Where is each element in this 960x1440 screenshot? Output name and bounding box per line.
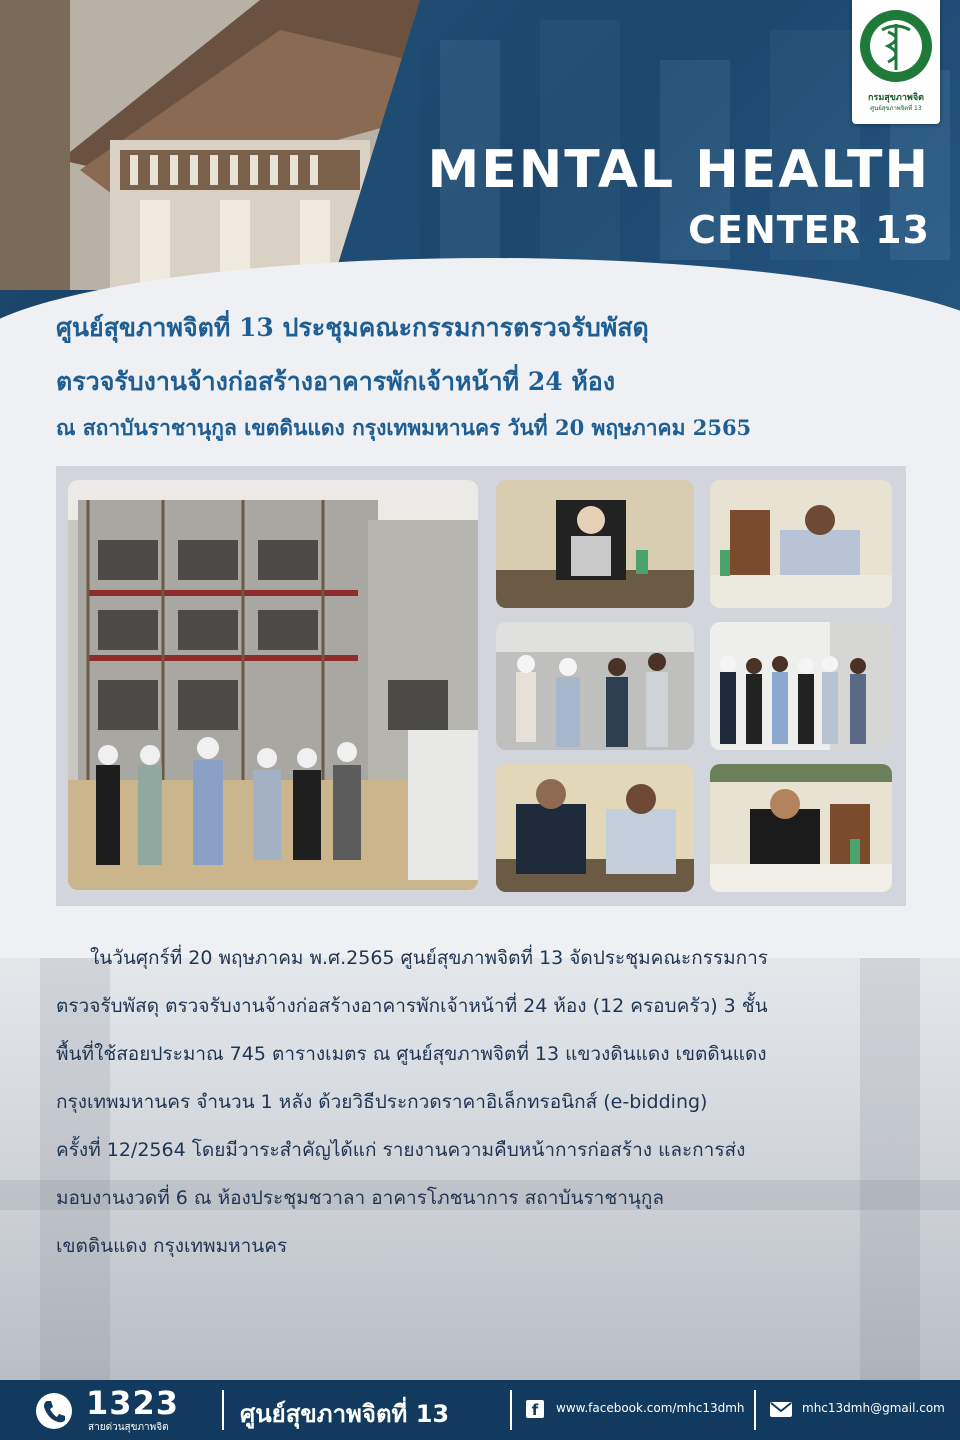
headline-line-1: ศูนย์สุขภาพจิตที่ 13 ประชุมคณะกรรมการตรวจรับพัสดุ bbox=[56, 313, 649, 342]
footer-divider bbox=[754, 1390, 756, 1430]
headline-line-2: ตรวจรับงานจ้างก่อสร้างอาคารพักเจ้าหน้าที่ 24 ห้อง bbox=[56, 367, 616, 396]
brand-subtitle: CENTER 13 bbox=[688, 208, 930, 252]
email-link[interactable]: mhc13dmh@gmail.com bbox=[802, 1401, 945, 1415]
headline-line-3: ณ สถาบันราชานุกูล เขตดินแดง กรุงเทพมหานคร วันที่ 20 พฤษภาคม 2565 bbox=[56, 415, 752, 440]
logo-org-sub: ศูนย์สุขภาพจิตที่ 13 bbox=[870, 105, 922, 112]
footer-center-name: ศูนย์สุขภาพจิตที่ 13 bbox=[240, 1400, 450, 1428]
mail-icon bbox=[770, 1402, 792, 1417]
photo-site-inspection-2 bbox=[710, 622, 892, 750]
hotline-number[interactable]: 1323 bbox=[86, 1384, 180, 1422]
body-line: ในวันศุกร์ที่ 20 พฤษภาคม พ.ศ.2565 ศูนย์สุขภาพจิตที่ 13 จัดประชุมคณะกรรมการ bbox=[90, 947, 769, 969]
facebook-link[interactable]: www.facebook.com/mhc13dmh bbox=[556, 1401, 745, 1415]
photo-meeting-two-men bbox=[496, 764, 694, 892]
facebook-icon: f bbox=[526, 1400, 544, 1418]
footer-divider bbox=[222, 1390, 224, 1430]
body-line: พื้นที่ใช้สอยประมาณ 745 ตารางเมตร ณ ศูนย์สุขภาพจิตที่ 13 แขวงดินแดง เขตดินแดง bbox=[56, 1043, 767, 1065]
photo-collage bbox=[56, 466, 906, 906]
logo-org-name: กรมสุขภาพจิต bbox=[868, 93, 924, 103]
photo-meeting-chair-woman bbox=[496, 480, 694, 608]
hotline-label: สายด่วนสุขภาพจิต bbox=[88, 1422, 169, 1433]
ministry-logo bbox=[852, 0, 940, 124]
body-line: มอบงานงวดที่ 6 ณ ห้องประชุมชวาลา อาคารโภชนาการ สถาบันราชานุกูล bbox=[56, 1187, 665, 1209]
body-line: ตรวจรับพัสดุ ตรวจรับงานจ้างก่อสร้างอาคารพักเจ้าหน้าที่ 24 ห้อง (12 ครอบครัว) 3 ชั้น bbox=[56, 995, 768, 1017]
header-building-photo bbox=[0, 0, 420, 290]
ministry-seal-icon bbox=[858, 4, 934, 88]
body-line: เขตดินแดง กรุงเทพมหานคร bbox=[56, 1235, 288, 1257]
photo-construction-site bbox=[68, 480, 478, 890]
photo-meeting-woman bbox=[710, 764, 892, 892]
body-line: ครั้งที่ 12/2564 โดยมีวาระสำคัญได้แก่ รายงานความคืบหน้าการก่อสร้าง และการส่ง bbox=[56, 1139, 746, 1161]
footer-divider bbox=[510, 1390, 512, 1430]
body-line: กรุงเทพมหานคร จำนวน 1 หลัง ด้วยวิธีประกวดราคาอิเล็กทรอนิกส์ (e-bidding) bbox=[56, 1091, 708, 1113]
photo-site-inspection-1 bbox=[496, 622, 694, 750]
brand-title: MENTAL HEALTH bbox=[427, 140, 930, 200]
footer-bar bbox=[0, 1380, 960, 1440]
article-body bbox=[56, 934, 908, 1270]
photo-meeting-man bbox=[710, 480, 892, 608]
phone-icon bbox=[36, 1393, 72, 1429]
